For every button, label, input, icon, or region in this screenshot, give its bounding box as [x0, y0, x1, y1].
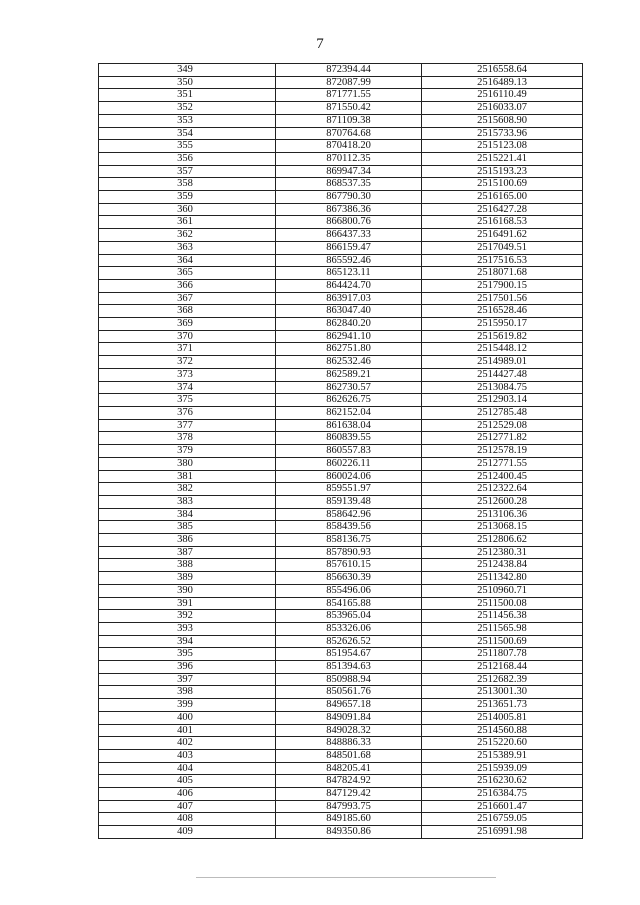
- y-coordinate-cell: 2510960.71: [422, 584, 583, 597]
- y-coordinate-cell: 2517049.51: [422, 241, 583, 254]
- x-coordinate-cell: 849091.84: [276, 711, 422, 724]
- table-row: [99, 508, 583, 521]
- table-row: [99, 241, 583, 254]
- y-coordinate-cell: 2518071.68: [422, 267, 583, 280]
- point-number-cell: 359: [99, 191, 276, 204]
- x-coordinate-cell: 862532.46: [276, 356, 422, 369]
- table-row: [99, 483, 583, 496]
- point-number-cell: 360: [99, 203, 276, 216]
- table-row: [99, 470, 583, 483]
- y-coordinate-cell: 2515100.69: [422, 178, 583, 191]
- x-coordinate-cell: 865592.46: [276, 254, 422, 267]
- bottom-rule: [196, 877, 496, 878]
- table-row: [99, 64, 583, 77]
- point-number-cell: 399: [99, 699, 276, 712]
- x-coordinate-cell: 856630.39: [276, 572, 422, 585]
- y-coordinate-cell: 2512380.31: [422, 546, 583, 559]
- table-row: [99, 622, 583, 635]
- y-coordinate-cell: 2512785.48: [422, 406, 583, 419]
- point-number-cell: 370: [99, 330, 276, 343]
- y-coordinate-cell: 2515193.23: [422, 165, 583, 178]
- point-number-cell: 382: [99, 483, 276, 496]
- x-coordinate-cell: 871109.38: [276, 114, 422, 127]
- y-coordinate-cell: 2512168.44: [422, 661, 583, 674]
- x-coordinate-cell: 867386.36: [276, 203, 422, 216]
- y-coordinate-cell: 2511500.08: [422, 597, 583, 610]
- x-coordinate-cell: 858136.75: [276, 534, 422, 547]
- point-number-cell: 397: [99, 673, 276, 686]
- y-coordinate-cell: 2513651.73: [422, 699, 583, 712]
- point-number-cell: 400: [99, 711, 276, 724]
- x-coordinate-cell: 847993.75: [276, 800, 422, 813]
- y-coordinate-cell: 2513084.75: [422, 381, 583, 394]
- point-number-cell: 380: [99, 457, 276, 470]
- x-coordinate-cell: 858439.56: [276, 521, 422, 534]
- y-coordinate-cell: 2514427.48: [422, 368, 583, 381]
- table-row: [99, 330, 583, 343]
- x-coordinate-cell: 864424.70: [276, 279, 422, 292]
- point-number-cell: 368: [99, 305, 276, 318]
- table-row: [99, 229, 583, 242]
- point-number-cell: 395: [99, 648, 276, 661]
- point-number-cell: 352: [99, 102, 276, 115]
- point-number-cell: 365: [99, 267, 276, 280]
- table-row: [99, 178, 583, 191]
- point-number-cell: 376: [99, 406, 276, 419]
- x-coordinate-cell: 854165.88: [276, 597, 422, 610]
- y-coordinate-cell: 2516110.49: [422, 89, 583, 102]
- x-coordinate-cell: 859139.48: [276, 495, 422, 508]
- point-number-cell: 408: [99, 813, 276, 826]
- x-coordinate-cell: 847129.42: [276, 788, 422, 801]
- table-row: [99, 165, 583, 178]
- point-number-cell: 349: [99, 64, 276, 77]
- table-row: [99, 559, 583, 572]
- y-coordinate-cell: 2516168.53: [422, 216, 583, 229]
- y-coordinate-cell: 2516759.05: [422, 813, 583, 826]
- x-coordinate-cell: 862730.57: [276, 381, 422, 394]
- point-number-cell: 373: [99, 368, 276, 381]
- point-number-cell: 384: [99, 508, 276, 521]
- point-number-cell: 402: [99, 737, 276, 750]
- table-row: [99, 686, 583, 699]
- x-coordinate-cell: 853965.04: [276, 610, 422, 623]
- point-number-cell: 383: [99, 495, 276, 508]
- x-coordinate-cell: 857610.15: [276, 559, 422, 572]
- y-coordinate-cell: 2516601.47: [422, 800, 583, 813]
- x-coordinate-cell: 870112.35: [276, 152, 422, 165]
- x-coordinate-cell: 849028.32: [276, 724, 422, 737]
- x-coordinate-cell: 858642.96: [276, 508, 422, 521]
- y-coordinate-cell: 2511565.98: [422, 622, 583, 635]
- point-number-cell: 369: [99, 318, 276, 331]
- y-coordinate-cell: 2516384.75: [422, 788, 583, 801]
- point-number-cell: 366: [99, 279, 276, 292]
- y-coordinate-cell: 2512771.55: [422, 457, 583, 470]
- x-coordinate-cell: 860226.11: [276, 457, 422, 470]
- x-coordinate-cell: 871550.42: [276, 102, 422, 115]
- point-number-cell: 378: [99, 432, 276, 445]
- point-number-cell: 394: [99, 635, 276, 648]
- table-row: [99, 356, 583, 369]
- x-coordinate-cell: 849657.18: [276, 699, 422, 712]
- table-row: [99, 635, 583, 648]
- table-row: [99, 737, 583, 750]
- table-row: [99, 254, 583, 267]
- table-row: [99, 775, 583, 788]
- point-number-cell: 407: [99, 800, 276, 813]
- point-number-cell: 398: [99, 686, 276, 699]
- y-coordinate-cell: 2514005.81: [422, 711, 583, 724]
- y-coordinate-cell: 2511456.38: [422, 610, 583, 623]
- y-coordinate-cell: 2512806.62: [422, 534, 583, 547]
- x-coordinate-cell: 862941.10: [276, 330, 422, 343]
- table-row: [99, 661, 583, 674]
- y-coordinate-cell: 2514560.88: [422, 724, 583, 737]
- x-coordinate-cell: 872394.44: [276, 64, 422, 77]
- table-row: [99, 724, 583, 737]
- point-number-cell: 403: [99, 749, 276, 762]
- table-row: [99, 762, 583, 775]
- x-coordinate-cell: 867790.30: [276, 191, 422, 204]
- table-row: [99, 267, 583, 280]
- table-row: [99, 76, 583, 89]
- x-coordinate-cell: 853326.06: [276, 622, 422, 635]
- point-number-cell: 406: [99, 788, 276, 801]
- table-row: [99, 749, 583, 762]
- x-coordinate-cell: 865123.11: [276, 267, 422, 280]
- table-row: [99, 203, 583, 216]
- y-coordinate-cell: 2516991.98: [422, 826, 583, 839]
- point-number-cell: 393: [99, 622, 276, 635]
- y-coordinate-cell: 2515220.60: [422, 737, 583, 750]
- x-coordinate-cell: 851954.67: [276, 648, 422, 661]
- x-coordinate-cell: 847824.92: [276, 775, 422, 788]
- table-row: [99, 495, 583, 508]
- table-row: [99, 89, 583, 102]
- table-row: [99, 597, 583, 610]
- point-number-cell: 387: [99, 546, 276, 559]
- table-row: [99, 584, 583, 597]
- coordinates-table-body: [99, 64, 583, 839]
- point-number-cell: 372: [99, 356, 276, 369]
- point-number-cell: 388: [99, 559, 276, 572]
- x-coordinate-cell: 850561.76: [276, 686, 422, 699]
- point-number-cell: 355: [99, 140, 276, 153]
- x-coordinate-cell: 872087.99: [276, 76, 422, 89]
- table-row: [99, 788, 583, 801]
- x-coordinate-cell: 871771.55: [276, 89, 422, 102]
- x-coordinate-cell: 866159.47: [276, 241, 422, 254]
- x-coordinate-cell: 848501.68: [276, 749, 422, 762]
- x-coordinate-cell: 866437.33: [276, 229, 422, 242]
- table-row: [99, 368, 583, 381]
- y-coordinate-cell: 2512529.08: [422, 419, 583, 432]
- x-coordinate-cell: 855496.06: [276, 584, 422, 597]
- table-row: [99, 152, 583, 165]
- point-number-cell: 386: [99, 534, 276, 547]
- y-coordinate-cell: 2516558.64: [422, 64, 583, 77]
- x-coordinate-cell: 863917.03: [276, 292, 422, 305]
- table-row: [99, 381, 583, 394]
- table-row: [99, 140, 583, 153]
- y-coordinate-cell: 2513068.15: [422, 521, 583, 534]
- y-coordinate-cell: 2513106.36: [422, 508, 583, 521]
- y-coordinate-cell: 2512322.64: [422, 483, 583, 496]
- table-row: [99, 406, 583, 419]
- y-coordinate-cell: 2512903.14: [422, 394, 583, 407]
- table-row: [99, 445, 583, 458]
- point-number-cell: 385: [99, 521, 276, 534]
- x-coordinate-cell: 862626.75: [276, 394, 422, 407]
- point-number-cell: 356: [99, 152, 276, 165]
- point-number-cell: 354: [99, 127, 276, 140]
- table-row: [99, 343, 583, 356]
- y-coordinate-cell: 2515608.90: [422, 114, 583, 127]
- y-coordinate-cell: 2515448.12: [422, 343, 583, 356]
- table-row: [99, 711, 583, 724]
- x-coordinate-cell: 862751.80: [276, 343, 422, 356]
- y-coordinate-cell: 2517501.56: [422, 292, 583, 305]
- table-row: [99, 305, 583, 318]
- table-row: [99, 216, 583, 229]
- table-row: [99, 699, 583, 712]
- point-number-cell: 357: [99, 165, 276, 178]
- table-row: [99, 534, 583, 547]
- x-coordinate-cell: 870418.20: [276, 140, 422, 153]
- y-coordinate-cell: 2512438.84: [422, 559, 583, 572]
- y-coordinate-cell: 2515389.91: [422, 749, 583, 762]
- table-row: [99, 292, 583, 305]
- y-coordinate-cell: 2515619.82: [422, 330, 583, 343]
- table-row: [99, 279, 583, 292]
- y-coordinate-cell: 2515221.41: [422, 152, 583, 165]
- y-coordinate-cell: 2517900.15: [422, 279, 583, 292]
- point-number-cell: 374: [99, 381, 276, 394]
- table-row: [99, 800, 583, 813]
- y-coordinate-cell: 2516528.46: [422, 305, 583, 318]
- y-coordinate-cell: 2511807.78: [422, 648, 583, 661]
- table-row: [99, 546, 583, 559]
- table-row: [99, 191, 583, 204]
- x-coordinate-cell: 849185.60: [276, 813, 422, 826]
- x-coordinate-cell: 866800.76: [276, 216, 422, 229]
- point-number-cell: 371: [99, 343, 276, 356]
- x-coordinate-cell: 862840.20: [276, 318, 422, 331]
- x-coordinate-cell: 850988.94: [276, 673, 422, 686]
- y-coordinate-cell: 2516491.62: [422, 229, 583, 242]
- x-coordinate-cell: 852626.52: [276, 635, 422, 648]
- y-coordinate-cell: 2512682.39: [422, 673, 583, 686]
- y-coordinate-cell: 2517516.53: [422, 254, 583, 267]
- y-coordinate-cell: 2511342.80: [422, 572, 583, 585]
- x-coordinate-cell: 857890.93: [276, 546, 422, 559]
- point-number-cell: 351: [99, 89, 276, 102]
- x-coordinate-cell: 862152.04: [276, 406, 422, 419]
- point-number-cell: 396: [99, 661, 276, 674]
- table-row: [99, 432, 583, 445]
- y-coordinate-cell: 2513001.30: [422, 686, 583, 699]
- y-coordinate-cell: 2515950.17: [422, 318, 583, 331]
- y-coordinate-cell: 2516165.00: [422, 191, 583, 204]
- table-row: [99, 572, 583, 585]
- table-row: [99, 673, 583, 686]
- point-number-cell: 404: [99, 762, 276, 775]
- x-coordinate-cell: 860839.55: [276, 432, 422, 445]
- table-row: [99, 127, 583, 140]
- x-coordinate-cell: 860557.83: [276, 445, 422, 458]
- table-row: [99, 318, 583, 331]
- point-number-cell: 377: [99, 419, 276, 432]
- x-coordinate-cell: 851394.63: [276, 661, 422, 674]
- x-coordinate-cell: 863047.40: [276, 305, 422, 318]
- y-coordinate-cell: 2515123.08: [422, 140, 583, 153]
- y-coordinate-cell: 2512600.28: [422, 495, 583, 508]
- x-coordinate-cell: 848886.33: [276, 737, 422, 750]
- y-coordinate-cell: 2516427.28: [422, 203, 583, 216]
- point-number-cell: 350: [99, 76, 276, 89]
- y-coordinate-cell: 2512578.19: [422, 445, 583, 458]
- point-number-cell: 363: [99, 241, 276, 254]
- y-coordinate-cell: 2516489.13: [422, 76, 583, 89]
- point-number-cell: 392: [99, 610, 276, 623]
- x-coordinate-cell: 869947.34: [276, 165, 422, 178]
- table-row: [99, 648, 583, 661]
- x-coordinate-cell: 870764.68: [276, 127, 422, 140]
- y-coordinate-cell: 2512771.82: [422, 432, 583, 445]
- point-number-cell: 353: [99, 114, 276, 127]
- table-row: [99, 826, 583, 839]
- table-row: [99, 394, 583, 407]
- x-coordinate-cell: 868537.35: [276, 178, 422, 191]
- table-row: [99, 521, 583, 534]
- page-number: 7: [316, 36, 324, 52]
- y-coordinate-cell: 2514989.01: [422, 356, 583, 369]
- y-coordinate-cell: 2515733.96: [422, 127, 583, 140]
- point-number-cell: 361: [99, 216, 276, 229]
- table-row: [99, 114, 583, 127]
- point-number-cell: 391: [99, 597, 276, 610]
- y-coordinate-cell: 2516230.62: [422, 775, 583, 788]
- x-coordinate-cell: 862589.21: [276, 368, 422, 381]
- table-row: [99, 813, 583, 826]
- point-number-cell: 409: [99, 826, 276, 839]
- table-row: [99, 457, 583, 470]
- point-number-cell: 390: [99, 584, 276, 597]
- point-number-cell: 375: [99, 394, 276, 407]
- x-coordinate-cell: 861638.04: [276, 419, 422, 432]
- point-number-cell: 364: [99, 254, 276, 267]
- x-coordinate-cell: 848205.41: [276, 762, 422, 775]
- point-number-cell: 379: [99, 445, 276, 458]
- point-number-cell: 401: [99, 724, 276, 737]
- x-coordinate-cell: 860024.06: [276, 470, 422, 483]
- x-coordinate-cell: 859551.97: [276, 483, 422, 496]
- point-number-cell: 367: [99, 292, 276, 305]
- table-row: [99, 102, 583, 115]
- y-coordinate-cell: 2516033.07: [422, 102, 583, 115]
- coordinates-table: [98, 63, 583, 839]
- x-coordinate-cell: 849350.86: [276, 826, 422, 839]
- table-row: [99, 419, 583, 432]
- point-number-cell: 358: [99, 178, 276, 191]
- point-number-cell: 389: [99, 572, 276, 585]
- table-row: [99, 610, 583, 623]
- y-coordinate-cell: 2515939.09: [422, 762, 583, 775]
- point-number-cell: 362: [99, 229, 276, 242]
- point-number-cell: 381: [99, 470, 276, 483]
- point-number-cell: 405: [99, 775, 276, 788]
- y-coordinate-cell: 2512400.45: [422, 470, 583, 483]
- y-coordinate-cell: 2511500.69: [422, 635, 583, 648]
